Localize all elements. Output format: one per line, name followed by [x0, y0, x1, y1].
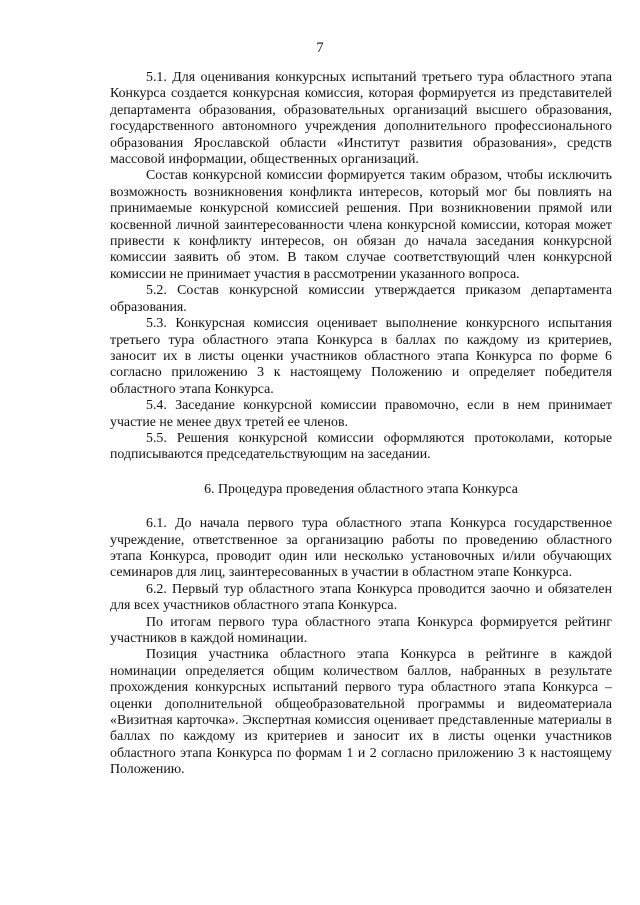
paragraph-5-2: 5.2. Состав конкурсной комиссии утверждается приказом департамента образования.: [110, 283, 612, 315]
paragraph-position: Позиция участника областного этапа Конкурса в рейтинге в каждой номинации определяется общим количеством баллов, набранных в результате прохождения конкурсных испытаний первого тура областного этапа Конкурса – оценки дополнительной общеобразовательной программы и видеоматериала «Визитная карточка». Экспертная комиссия оценивает представленные материалы в баллах по каждому из критериев и заносит их в листы оценки участников областного этапа Конкурса по формам 1 и 2 согласно приложению 3 к настоящему Положению.: [110, 647, 612, 778]
paragraph-6-1: 6.1. До начала первого тура областного этапа Конкурса государственное учреждение, ответственное за организацию работы по проведению областного этапа Конкурса, проводит один или несколько установочных и/или обучающих семинаров для лиц, заинтересованных в участии в областном этапе Конкурса.: [110, 516, 612, 581]
document-body: [110, 70, 612, 779]
paragraph-5-1: 5.1. Для оценивания конкурсных испытаний третьего тура областного этапа Конкурса создается конкурсная комиссия, которая формируется из представителей департамента образования, образовательных организаций высшего образования, государственного автономного учреждения дополнительного профессионального образования Ярославской области «Институт развития образования», средств массовой информации, общественных организаций.: [110, 70, 612, 168]
paragraph-5-3: 5.3. Конкурсная комиссия оценивает выполнение конкурсного испытания третьего тура областного этапа Конкурса в баллах по каждому из критериев, заносит их в листы оценки участников областного этапа Конкурса по форме 6 согласно приложению 3 к настоящему Положению и определяет победителя областного этапа Конкурса.: [110, 316, 612, 397]
paragraph-commission-composition: Состав конкурсной комиссии формируется таким образом, чтобы исключить возможность возникновения конфликта интересов, который мог бы повлиять на принимаемые конкурсной комиссией решения. При возникновении прямой или косвенной личной заинтересованности члена конкурсной комиссии, которая может привести к конфликту интересов, он обязан до начала заседания конкурсной комиссии заявить об этом. В таком случае соответствующий член конкурсной комиссии не принимает участия в рассмотрении указанного вопроса.: [110, 168, 612, 282]
paragraph-5-5: 5.5. Решения конкурсной комиссии оформляются протоколами, которые подписываются председательствующим на заседании.: [110, 430, 612, 463]
paragraph-rating: По итогам первого тура областного этапа Конкурса формируется рейтинг участников в каждой номинации.: [110, 614, 612, 646]
paragraph-5-4: 5.4. Заседание конкурсной комиссии правомочно, если в нем принимает участие не менее двух третей ее членов.: [110, 398, 612, 430]
paragraph-6-2: 6.2. Первый тур областного этапа Конкурса проводится заочно и обязателен для всех участников областного этапа Конкурса.: [110, 581, 612, 614]
page-number: 7: [316, 40, 324, 56]
section-heading: 6. Процедура проведения областного этапа Конкурса: [204, 481, 518, 497]
